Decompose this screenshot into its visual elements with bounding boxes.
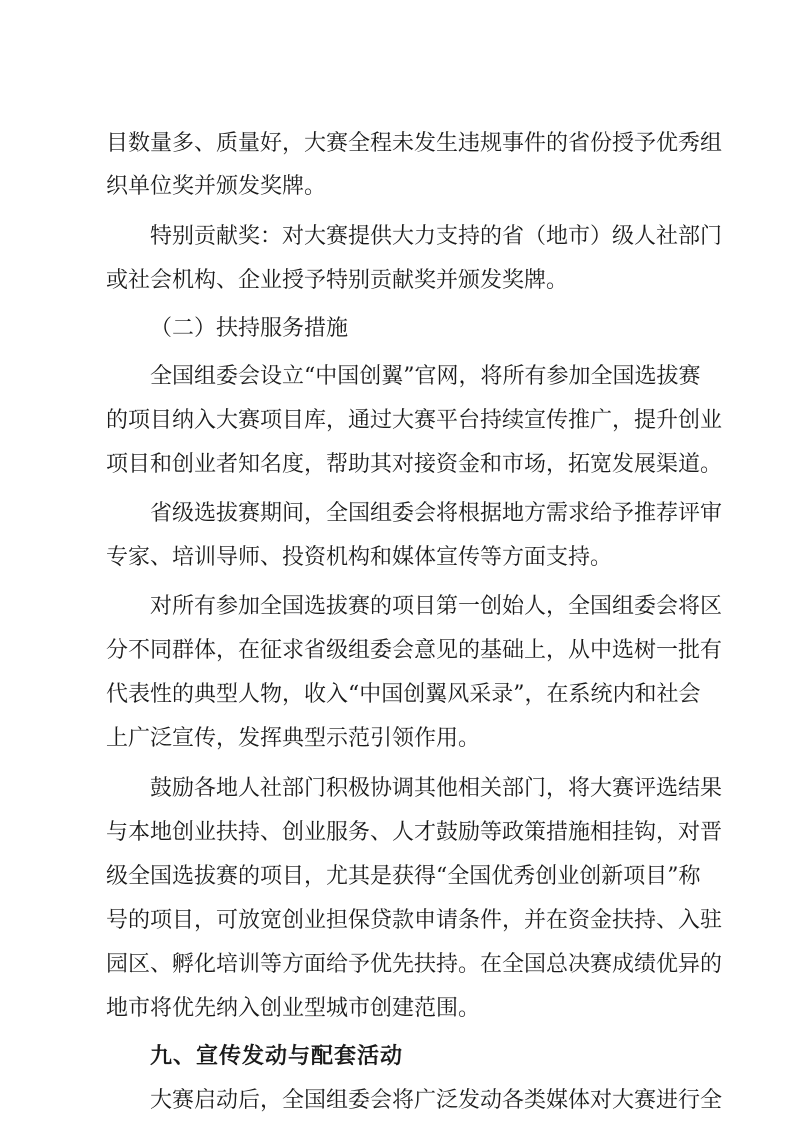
text-line-content: 与本地创业扶持、创业服务、人才鼓励等政策措施相挂钩，对晋 bbox=[106, 820, 723, 845]
text-line-content: 的项目纳入大赛项目库，通过大赛平台持续宣传推广，提升创业 bbox=[106, 408, 723, 433]
text-line bbox=[0, 495, 793, 533]
text-line-content: 或社会机构、企业授予特别贡献奖并颁发奖牌。 bbox=[106, 268, 569, 293]
text-line bbox=[0, 858, 793, 896]
text-line bbox=[0, 676, 793, 714]
section-heading bbox=[0, 310, 793, 348]
text-line bbox=[0, 588, 793, 626]
text-line bbox=[0, 814, 793, 852]
chapter-heading bbox=[0, 1038, 793, 1076]
text-line-content: 目数量多、质量好，大赛全程未发生违规事件的省份授予优秀组 bbox=[106, 131, 723, 156]
text-line-content: 专家、培训导师、投资机构和媒体宣传等方面支持。 bbox=[106, 545, 613, 570]
text-line-content: 项目和创业者知名度，帮助其对接资金和市场，拓宽发展渠道。 bbox=[106, 452, 723, 477]
text-line bbox=[0, 632, 793, 670]
text-line-content: 分不同群体，在征求省级组委会意见的基础上，从中选树一批有 bbox=[106, 638, 723, 663]
text-line-content: 省级选拔赛期间，全国组委会将根据地方需求给予推荐评审 bbox=[150, 501, 723, 526]
text-line-content: 特别贡献奖：对大赛提供大力支持的省（地市）级人社部门 bbox=[150, 224, 723, 249]
text-line-content: 代表性的典型人物，收入“中国创翼风采录”，在系统内和社会 bbox=[106, 682, 701, 707]
text-line-content: 级全国选拔赛的项目，尤其是获得“全国优秀创业创新项目”称 bbox=[106, 864, 701, 889]
text-line-content: 号的项目，可放宽创业担保贷款申请条件，并在资金扶持、入驻 bbox=[106, 908, 723, 933]
text-line-content: 织单位奖并颁发奖牌。 bbox=[106, 174, 327, 199]
text-line-content: 大赛启动后，全国组委会将广泛发动各类媒体对大赛进行全 bbox=[150, 1088, 723, 1113]
text-line bbox=[0, 218, 793, 256]
text-line-content: 地市将优先纳入创业型城市创建范围。 bbox=[106, 996, 481, 1021]
text-line bbox=[0, 720, 793, 758]
text-line-content: 对所有参加全国选拔赛的项目第一创始人，全国组委会将区 bbox=[150, 594, 723, 619]
text-line-content: 园区、孵化培训等方面给予优先扶持。在全国总决赛成绩优异的 bbox=[106, 952, 723, 977]
text-line bbox=[0, 1082, 793, 1120]
chapter-heading-text: 九、宣传发动与配套活动 bbox=[150, 1044, 404, 1069]
text-line-content: 上广泛宣传，发挥典型示范引领作用。 bbox=[106, 726, 481, 751]
text-line bbox=[0, 770, 793, 808]
text-line bbox=[0, 902, 793, 940]
text-line bbox=[0, 168, 793, 206]
text-line bbox=[0, 125, 793, 163]
text-line-content: 全国组委会设立“中国创翼”官网，将所有参加全国选拔赛 bbox=[150, 364, 701, 389]
text-line bbox=[0, 358, 793, 396]
text-line bbox=[0, 990, 793, 1028]
text-line bbox=[0, 446, 793, 484]
text-line bbox=[0, 262, 793, 300]
section-heading-text: （二）扶持服务措施 bbox=[150, 316, 349, 341]
text-line bbox=[0, 402, 793, 440]
text-line bbox=[0, 946, 793, 984]
text-line-content: 鼓励各地人社部门积极协调其他相关部门，将大赛评选结果 bbox=[150, 776, 723, 801]
text-line bbox=[0, 539, 793, 577]
